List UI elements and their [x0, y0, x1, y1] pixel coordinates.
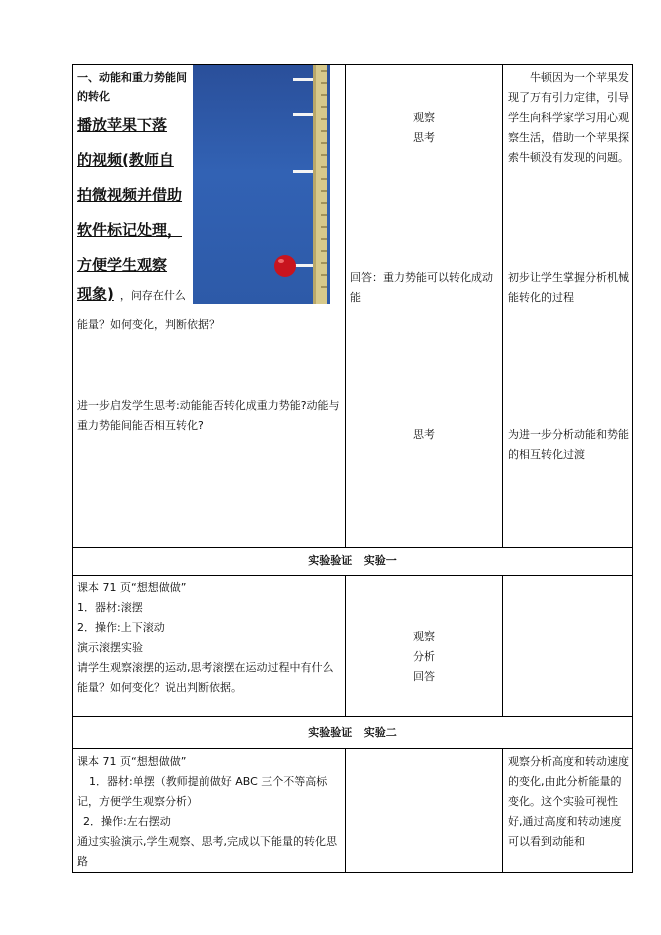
table-border-left [72, 64, 73, 873]
lead-tail: ，问存在什么 [119, 289, 186, 302]
table-border-bottom [72, 872, 633, 873]
lead-line: 拍微视频并借助 [77, 186, 183, 204]
student-answer: 回答：重力势能可以转化成动能 [350, 271, 493, 304]
step-line: 1．器材:单摆（教师提前做好 ABC 三个不等高标记，方便学生观察分析） [77, 775, 328, 808]
experiment-2-design-intent: 观察分析高度和转动速度的变化,由此分析能量的变化。这个实验可视性好,通过高度和转动速度可以看到动能和 [508, 755, 629, 848]
activity-line: 思考 [413, 131, 435, 144]
step-line: 2．操作:左右摆动 [83, 815, 171, 828]
step-line: 课本 71 页“想想做做” [77, 581, 187, 594]
table-border-right [632, 64, 633, 873]
step-line: 课本 71 页“想想做做” [77, 755, 187, 768]
experiment-2-steps [77, 752, 339, 872]
lead-line: 的视频(教师自 [77, 151, 174, 169]
student-activity-observe [346, 108, 502, 148]
apple-drop-video-frame [193, 65, 330, 304]
lead-line: 软件标记处理， [77, 221, 183, 239]
row-divider [72, 748, 633, 749]
column-divider [502, 64, 503, 548]
experiment-1-student-activity [346, 627, 502, 687]
table-border-top [72, 64, 633, 65]
step-line: 请学生观察滚摆的运动,思考滚摆在运动过程中有什么能量？如何变化？说出判断依据。 [77, 661, 334, 694]
section-heading: 一、动能和重力势能间的转化 [77, 71, 187, 103]
row-divider [72, 716, 633, 717]
design-intent-transition: 为进一步分析动能和势能的相互转化过渡 [508, 428, 629, 461]
step-line: 1．器材:滚摆 [77, 601, 143, 614]
lead-line: 现象) [77, 285, 114, 303]
student-activity-think: 思考 [413, 428, 435, 441]
step-line: 2．操作:上下滚动 [77, 621, 165, 634]
lead-line: 播放苹果下落 [77, 116, 168, 134]
question-line: 能量？如何变化，判断依据？ [77, 318, 220, 331]
column-divider [502, 748, 503, 873]
step-line: 通过实验演示,学生观察、思考,完成以下能量的转化思路 [77, 835, 337, 868]
video-description [77, 108, 195, 283]
follow-up-question: 进一步启发学生思考:动能能否转化成重力势能?动能与重力势能间能否相互转化? [77, 399, 340, 432]
activity-line: 分析 [413, 650, 435, 663]
section-title-experiment-2: 实验验证 实验二 [308, 726, 397, 739]
activity-line: 观察 [413, 111, 435, 124]
activity-line: 观察 [413, 630, 435, 643]
section-title-experiment-1: 实验验证 实验一 [308, 554, 397, 567]
design-intent-newton: 牛顿因为一个苹果发现了万有引力定律，引导学生向科学家学习用心观察生活，借助一个苹果探索牛顿没有发现的问题。 [508, 71, 629, 164]
step-line: 演示滚摆实验 [77, 641, 143, 654]
activity-line: 回答 [413, 670, 435, 683]
column-divider [345, 748, 346, 873]
design-intent-analysis: 初步让学生掌握分析机械能转化的过程 [508, 271, 629, 304]
experiment-1-steps [77, 578, 339, 698]
column-divider [502, 575, 503, 717]
row-divider [72, 575, 633, 576]
row-divider [72, 547, 633, 548]
lead-line: 方便学生观察 [77, 256, 168, 274]
